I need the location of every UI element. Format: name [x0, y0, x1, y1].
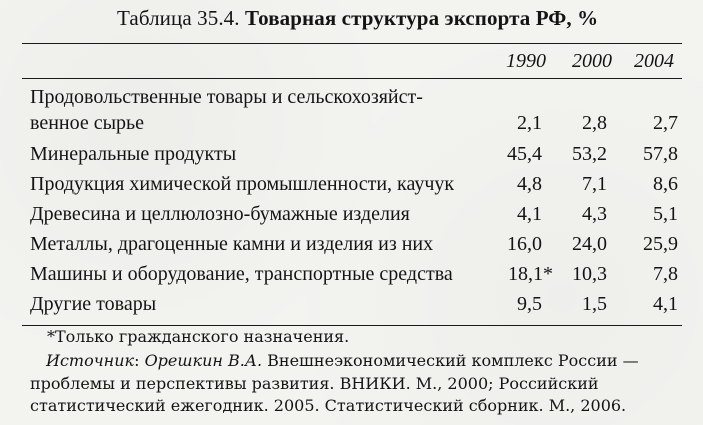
cell-machinery-2000: 10,3 — [572, 263, 607, 285]
cell-other-2004: 4,1 — [653, 293, 678, 315]
cell-wood-1990: 4,1 — [517, 203, 542, 225]
table-header-rule — [22, 78, 682, 79]
year-header-2000: 2000 — [572, 50, 612, 72]
cell-food-2000: 2,8 — [582, 112, 607, 134]
table-number: Таблица 35.4. — [117, 6, 240, 30]
row-label-food: Продовольственные товары и сельскохозяйст- — [30, 86, 423, 108]
table-top-rule — [22, 43, 682, 44]
cell-wood-2004: 5,1 — [653, 203, 678, 225]
cell-food-2004: 2,7 — [653, 112, 678, 134]
cell-machinery-2004: 7,8 — [653, 263, 678, 285]
cell-machinery-1990: 18,1* — [508, 263, 553, 285]
table-bottom-rule — [22, 325, 682, 326]
cell-chemicals-1990: 4,8 — [517, 173, 542, 195]
row-label-wood: Древесина и целлюлозно-бумажные изделия — [30, 203, 410, 225]
cell-chemicals-2000: 7,1 — [582, 173, 607, 195]
source-text: Внешнеэкономический комплекс России — проблемы и перспективы развития. ВНИКИ. М., 2000; Российский статистический ежегодник. 2005. Статистический сборник. М., 2006. — [30, 351, 639, 415]
cell-metals-2004: 25,9 — [643, 233, 678, 255]
table-caption — [117, 6, 598, 31]
year-header-2004: 2004 — [634, 50, 674, 72]
row-label-metals: Металлы, драгоценные камни и изделия из них — [30, 233, 434, 255]
source-label: Источник — [46, 351, 135, 370]
cell-wood-2000: 4,3 — [582, 203, 607, 225]
table-title: Товарная структура экспорта РФ, % — [244, 6, 599, 30]
row-label-minerals: Минеральные продукты — [30, 143, 237, 165]
cell-minerals-2004: 57,8 — [643, 143, 678, 165]
row-label-chemicals: Продукция химической промышленности, каучук — [30, 173, 455, 195]
cell-chemicals-2004: 8,6 — [653, 173, 678, 195]
row-label-machinery: Машины и оборудование, транспортные средства — [30, 263, 453, 285]
source-note: Источник: Орешкин В.А. Внешнеэкономический комплекс России — проблемы и перспективы развития. ВНИКИ. М., 2000; Российский статистический ежегодник. 2005. Статистический сборник. М., 2006. — [30, 351, 639, 415]
cell-metals-1990: 16,0 — [507, 233, 542, 255]
cell-minerals-2000: 53,2 — [572, 143, 607, 165]
cell-metals-2000: 24,0 — [572, 233, 607, 255]
cell-other-2000: 1,5 — [582, 293, 607, 315]
row-label-other: Другие товары — [30, 293, 157, 315]
row-label-food-cont: венное сырье — [30, 112, 145, 134]
cell-other-1990: 9,5 — [517, 293, 542, 315]
year-header-1990: 1990 — [506, 50, 546, 72]
table-footnote: *Только гражданского назначения. — [47, 327, 350, 346]
cell-minerals-1990: 45,4 — [507, 143, 542, 165]
source-author: Орешкин В.А. — [144, 351, 263, 370]
cell-food-1990: 2,1 — [517, 112, 542, 134]
